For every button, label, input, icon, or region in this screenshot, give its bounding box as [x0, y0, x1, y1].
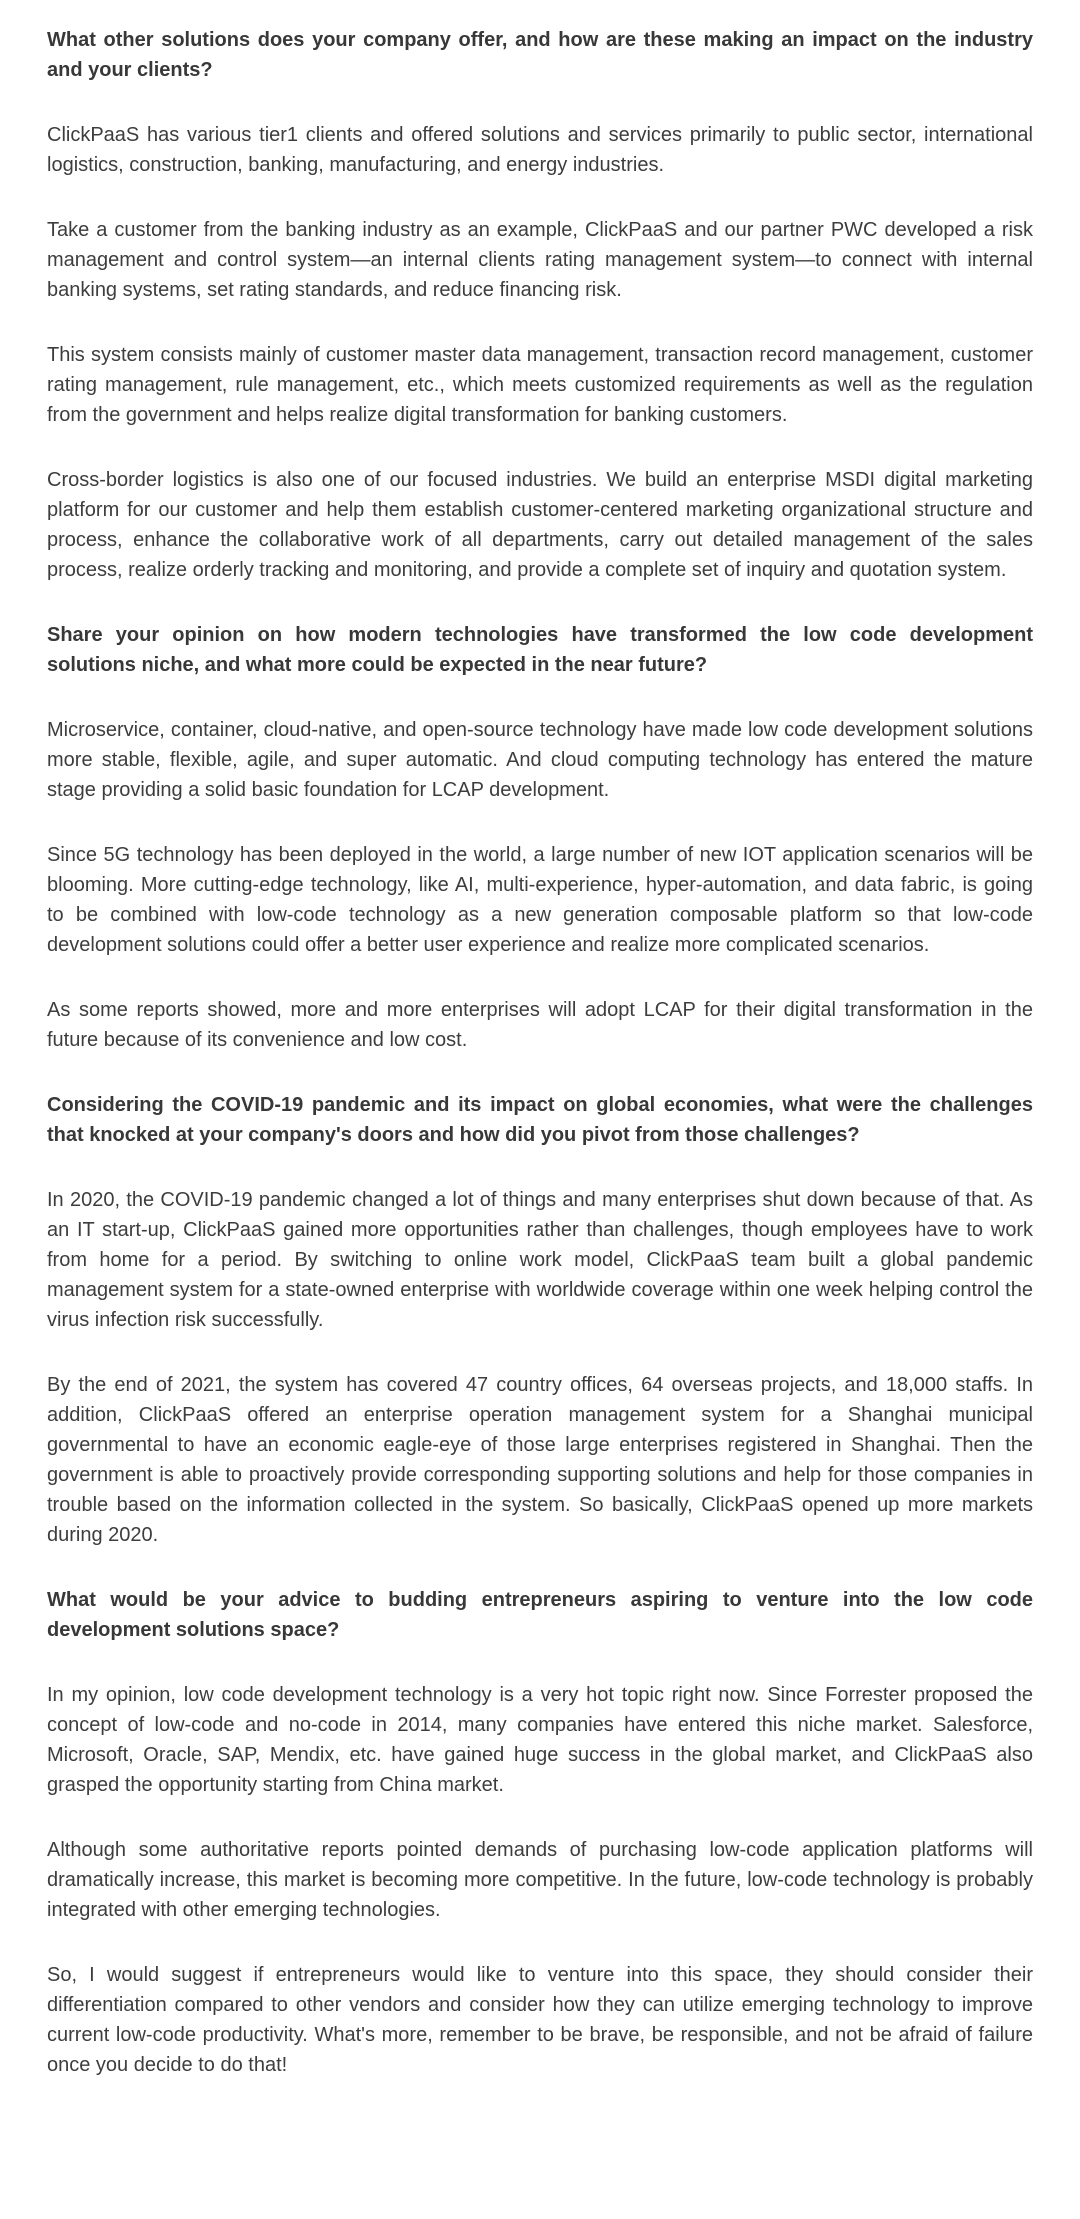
answer-paragraph-5: Microservice, container, cloud-native, and open-source technology have made low code development solutions more stable, flexible, agile, and super automatic. And cloud computing technology has entered the mature stage providing a solid basic foundation for LCAP development.: [47, 719, 1033, 801]
answer-paragraph-6: Since 5G technology has been deployed in the world, a large number of new IOT application scenarios will be blooming. More cutting-edge technology, like AI, multi-experience, hyper-automation, and data fabric, is going to be combined with low-code technology as a new generation composable platform so that low-code development solutions could offer a better user experience and realize more complicated scenarios.: [47, 844, 1033, 956]
question-heading-2: Share your opinion on how modern technologies have transformed the low code development solutions niche, and what more could be expected in the near future?: [47, 624, 1033, 676]
answer-paragraph-10: In my opinion, low code development technology is a very hot topic right now. Since Forrester proposed the concept of low-code and no-code in 2014, many companies have entered this niche market. Salesforce, Microsoft, Oracle, SAP, Mendix, etc. have gained huge success in the global market, and ClickPaaS also grasped the opportunity starting from China market.: [47, 1684, 1033, 1796]
answer-paragraph-2: Take a customer from the banking industry as an example, ClickPaaS and our partner PWC developed a risk management and control system—an internal clients rating management system—to connect with internal banking systems, set rating standards, and reduce financing risk.: [47, 219, 1033, 301]
question-heading-1: What other solutions does your company offer, and how are these making an impact on the industry and your clients?: [47, 29, 1033, 81]
answer-paragraph-8: In 2020, the COVID-19 pandemic changed a lot of things and many enterprises shut down because of that. As an IT start-up, ClickPaaS gained more opportunities rather than challenges, though employees have to work from home for a period. By switching to online work model, ClickPaaS team built a global pandemic management system for a state-owned enterprise with worldwide coverage within one week helping control the virus infection risk successfully.: [47, 1189, 1033, 1331]
answer-paragraph-9: By the end of 2021, the system has covered 47 country offices, 64 overseas projects, and 18,000 staffs. In addition, ClickPaaS offered an enterprise operation management system for a Shanghai municipal governmental to have an economic eagle-eye of those large enterprises registered in Shanghai. Then the government is able to proactively provide corresponding supporting solutions and help for those companies in trouble based on the information collected in the system. So basically, ClickPaaS opened up more markets during 2020.: [47, 1374, 1033, 1546]
answer-paragraph-4: Cross-border logistics is also one of our focused industries. We build an enterprise MSDI digital marketing platform for our customer and help them establish customer-centered marketing organizational structure and process, enhance the collaborative work of all departments, carry out detailed management of the sales process, realize orderly tracking and monitoring, and provide a complete set of inquiry and quotation system.: [47, 469, 1033, 581]
answer-paragraph-11: Although some authoritative reports pointed demands of purchasing low-code application platforms will dramatically increase, this market is becoming more competitive. In the future, low-code technology is probably integrated with other emerging technologies.: [47, 1839, 1033, 1921]
answer-paragraph-12: So, I would suggest if entrepreneurs would like to venture into this space, they should consider their differentiation compared to other vendors and consider how they can utilize emerging technology to improve current low-code productivity. What's more, remember to be brave, be responsible, and not be afraid of failure once you decide to do that!: [47, 1964, 1033, 2076]
answer-paragraph-7: As some reports showed, more and more enterprises will adopt LCAP for their digital transformation in the future because of its convenience and low cost.: [47, 999, 1033, 1051]
question-heading-4: What would be your advice to budding entrepreneurs aspiring to venture into the low code development solutions space?: [47, 1589, 1033, 1641]
question-heading-3: Considering the COVID-19 pandemic and its impact on global economies, what were the challenges that knocked at your company's doors and how did you pivot from those challenges?: [47, 1094, 1033, 1146]
answer-paragraph-1: ClickPaaS has various tier1 clients and offered solutions and services primarily to public sector, international logistics, construction, banking, manufacturing, and energy industries.: [47, 124, 1033, 176]
answer-paragraph-3: This system consists mainly of customer master data management, transaction record management, customer rating management, rule management, etc., which meets customized requirements as well as the regulation from the government and helps realize digital transformation for banking customers.: [47, 344, 1033, 426]
